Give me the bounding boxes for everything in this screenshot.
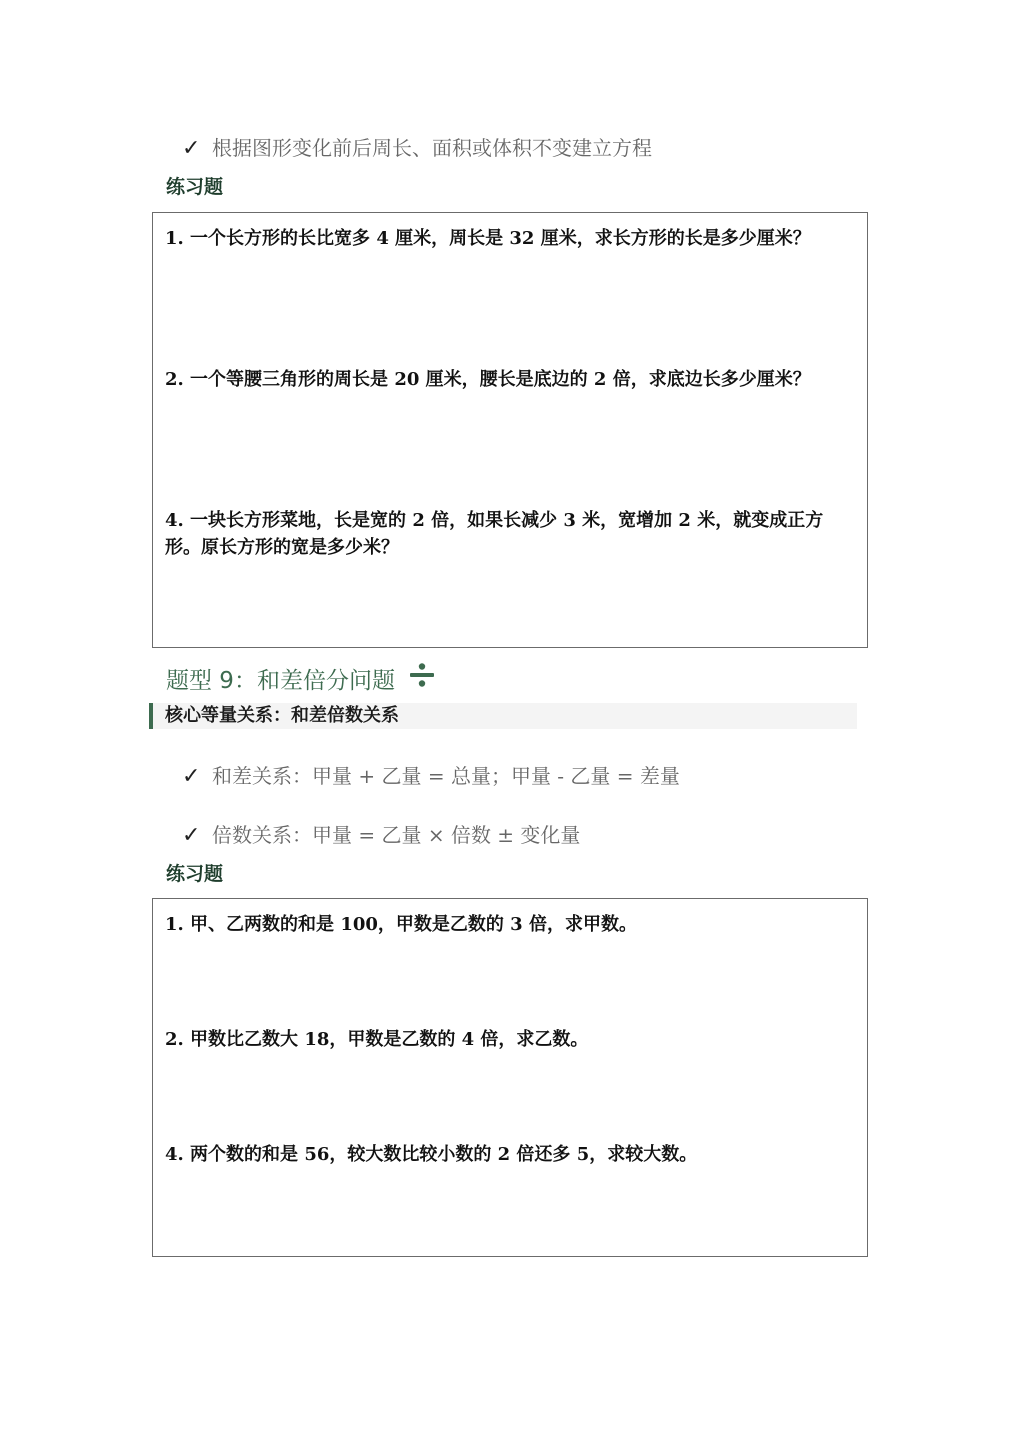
practice-box — [152, 898, 868, 1257]
question-2: 2. 甲数比乙数大 18，甲数是乙数的 4 倍，求乙数。 — [165, 1029, 589, 1050]
check-item-text: 和差关系：甲量 + 乙量 = 总量；甲量 - 乙量 = 差量 — [212, 764, 680, 788]
question-4: 4. 一块长方形菜地，长是宽的 2 倍，如果长减少 3 米，宽增加 2 米，就变成正方形。原长方形的宽是多少米？ — [165, 510, 824, 558]
check-item — [182, 821, 580, 850]
practice-label: 练习题 — [166, 863, 224, 885]
core-relation-text: 核心等量关系：和差倍数关系 — [165, 705, 399, 726]
question-1: 1. 一个长方形的长比宽多 4 厘米，周长是 32 厘米，求长方形的长是多少厘米？ — [165, 228, 811, 249]
checkmark-icon: ✓ — [182, 136, 201, 161]
section-title-text: 题型 9：和差倍分问题 — [166, 668, 395, 694]
check-item-text: 倍数关系：甲量 = 乙量 × 倍数 ± 变化量 — [212, 823, 581, 847]
checkmark-icon: ✓ — [182, 764, 201, 789]
check-item-text: 根据图形变化前后周长、面积或体积不变建立方程 — [212, 136, 652, 160]
practice-box — [152, 212, 868, 648]
question-1: 1. 甲、乙两数的和是 100，甲数是乙数的 3 倍，求甲数。 — [165, 914, 637, 935]
check-item — [182, 762, 680, 791]
check-item — [182, 134, 652, 163]
question-2: 2. 一个等腰三角形的周长是 20 厘米，腰长是底边的 2 倍，求底边长多少厘米？ — [165, 369, 811, 390]
question-4: 4. 两个数的和是 56，较大数比较小数的 2 倍还多 5，求较大数。 — [165, 1144, 698, 1165]
checkmark-icon: ✓ — [182, 823, 201, 848]
practice-label: 练习题 — [166, 176, 224, 198]
core-relation-bar — [149, 703, 857, 729]
section-title — [166, 664, 435, 699]
divide-icon — [409, 662, 435, 697]
